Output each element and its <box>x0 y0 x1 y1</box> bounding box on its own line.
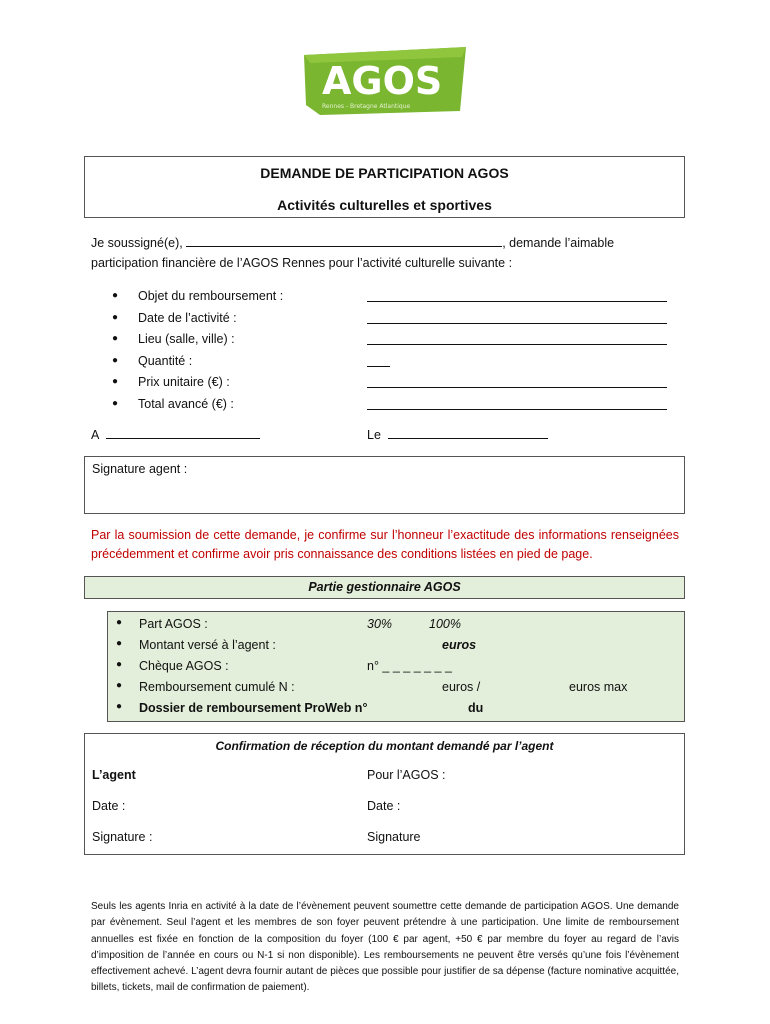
agos-logo-shape <box>300 45 470 123</box>
signature-label: Signature agent : <box>92 462 188 476</box>
place-field <box>91 426 260 442</box>
bullet-icon: ● <box>112 333 119 344</box>
cumul-max: euros max <box>569 680 628 694</box>
bullet-icon: ● <box>112 290 119 301</box>
signature-left: Signature : <box>92 830 153 844</box>
bullet-icon: ● <box>116 659 123 670</box>
bullet-icon: ● <box>112 354 119 366</box>
part-30[interactable]: 30% <box>367 617 393 631</box>
agent-label: L’agent <box>92 768 136 782</box>
part-100[interactable]: 100% <box>429 617 461 631</box>
lieu-input[interactable] <box>367 332 667 345</box>
bullet-icon: ● <box>116 638 123 649</box>
bullet-icon: ● <box>116 701 123 712</box>
page-title: DEMANDE DE PARTICIPATION AGOS <box>260 165 509 181</box>
bullet-icon: ● <box>116 680 123 691</box>
footer-conditions: Seuls les agents Inria en activité à la date de l’évènement peuvent soumettre cette demande de participation AGOS. Une demande par évènement. Seul l’agent et les membres de son foyer peuvent prétendre à une participation. Une limite de remboursement annuelles est fixée en fonction de la composition du foyer (100 € par agent, +50 € par membre du foyer au regard de l’avis d’imposition de l’année en cours ou N-1 si non disponible). Les remboursements ne peuvent être versés qu’une fois l’évènement effectivement achevé. L’agent devra fournir autant de pièces que possible pour justifier de sa dépense (facture nominative acquittée, billets, tickets, mail de confirmation de paiement). <box>91 901 679 994</box>
objet-input[interactable] <box>367 289 667 302</box>
le-label: Le <box>367 428 381 442</box>
confirmation-heading: Confirmation de réception du montant demandé par l’agent <box>215 739 554 753</box>
notice-text: Par la soumission de cette demande, je confirme sur l’honneur l’exactitude des informations renseignées précédemment et confirme avoir pris connaissance des conditions listées en pied de page. <box>91 528 679 561</box>
quantite-input[interactable] <box>367 354 390 367</box>
intro-prefix: Je soussigné(e), <box>91 236 187 250</box>
cumul-unit: euros / <box>442 680 481 694</box>
place-input[interactable] <box>106 426 260 439</box>
prix-input[interactable] <box>367 375 667 388</box>
bullet-icon: ● <box>112 311 119 323</box>
name-field[interactable] <box>186 234 502 247</box>
intro-line-1 <box>91 233 614 253</box>
date-input[interactable] <box>367 311 667 324</box>
manager-box: ● Part AGOS : 30% 100% ● Montant versé à l’agent : euros ● Chèque AGOS : n° _ _ _ _ _ _ _ ● Remboursement cumulé N : euros / euros max ● Dossier de remboursement ProWeb n° du <box>107 611 685 722</box>
date-right: Date : <box>367 799 401 813</box>
signature-right: Signature <box>367 830 421 844</box>
agos-label: Pour l’AGOS : <box>367 768 446 782</box>
intro-suffix: , demande l’aimable <box>502 236 615 250</box>
page-subtitle: Activités culturelles et sportives <box>277 197 492 213</box>
total-input[interactable] <box>367 397 667 410</box>
dossier-du: du <box>468 701 484 715</box>
intro-paragraph <box>91 233 614 273</box>
montant-unit: euros <box>442 638 477 652</box>
title-box <box>84 156 685 218</box>
confirmation-box <box>84 733 685 855</box>
agos-logo <box>300 45 470 123</box>
intro-line-2: participation financière de l’AGOS Rennes pour l’activité culturelle suivante : <box>91 256 513 270</box>
date-sign-field <box>367 426 548 442</box>
signature-box[interactable] <box>84 456 685 514</box>
logo-text: AGOS <box>322 59 443 103</box>
logo-tagline: Rennes - Bretagne Atlantique <box>322 103 411 110</box>
place-label: A <box>91 428 99 442</box>
bullet-icon: ● <box>112 376 119 387</box>
date-left: Date : <box>92 799 126 813</box>
bullet-icon: ● <box>116 617 123 628</box>
cheque-number[interactable]: n° _ _ _ _ _ _ _ <box>367 659 452 673</box>
bullet-icon: ● <box>112 397 119 409</box>
manager-heading: Partie gestionnaire AGOS <box>84 576 685 599</box>
le-input[interactable] <box>388 426 548 439</box>
